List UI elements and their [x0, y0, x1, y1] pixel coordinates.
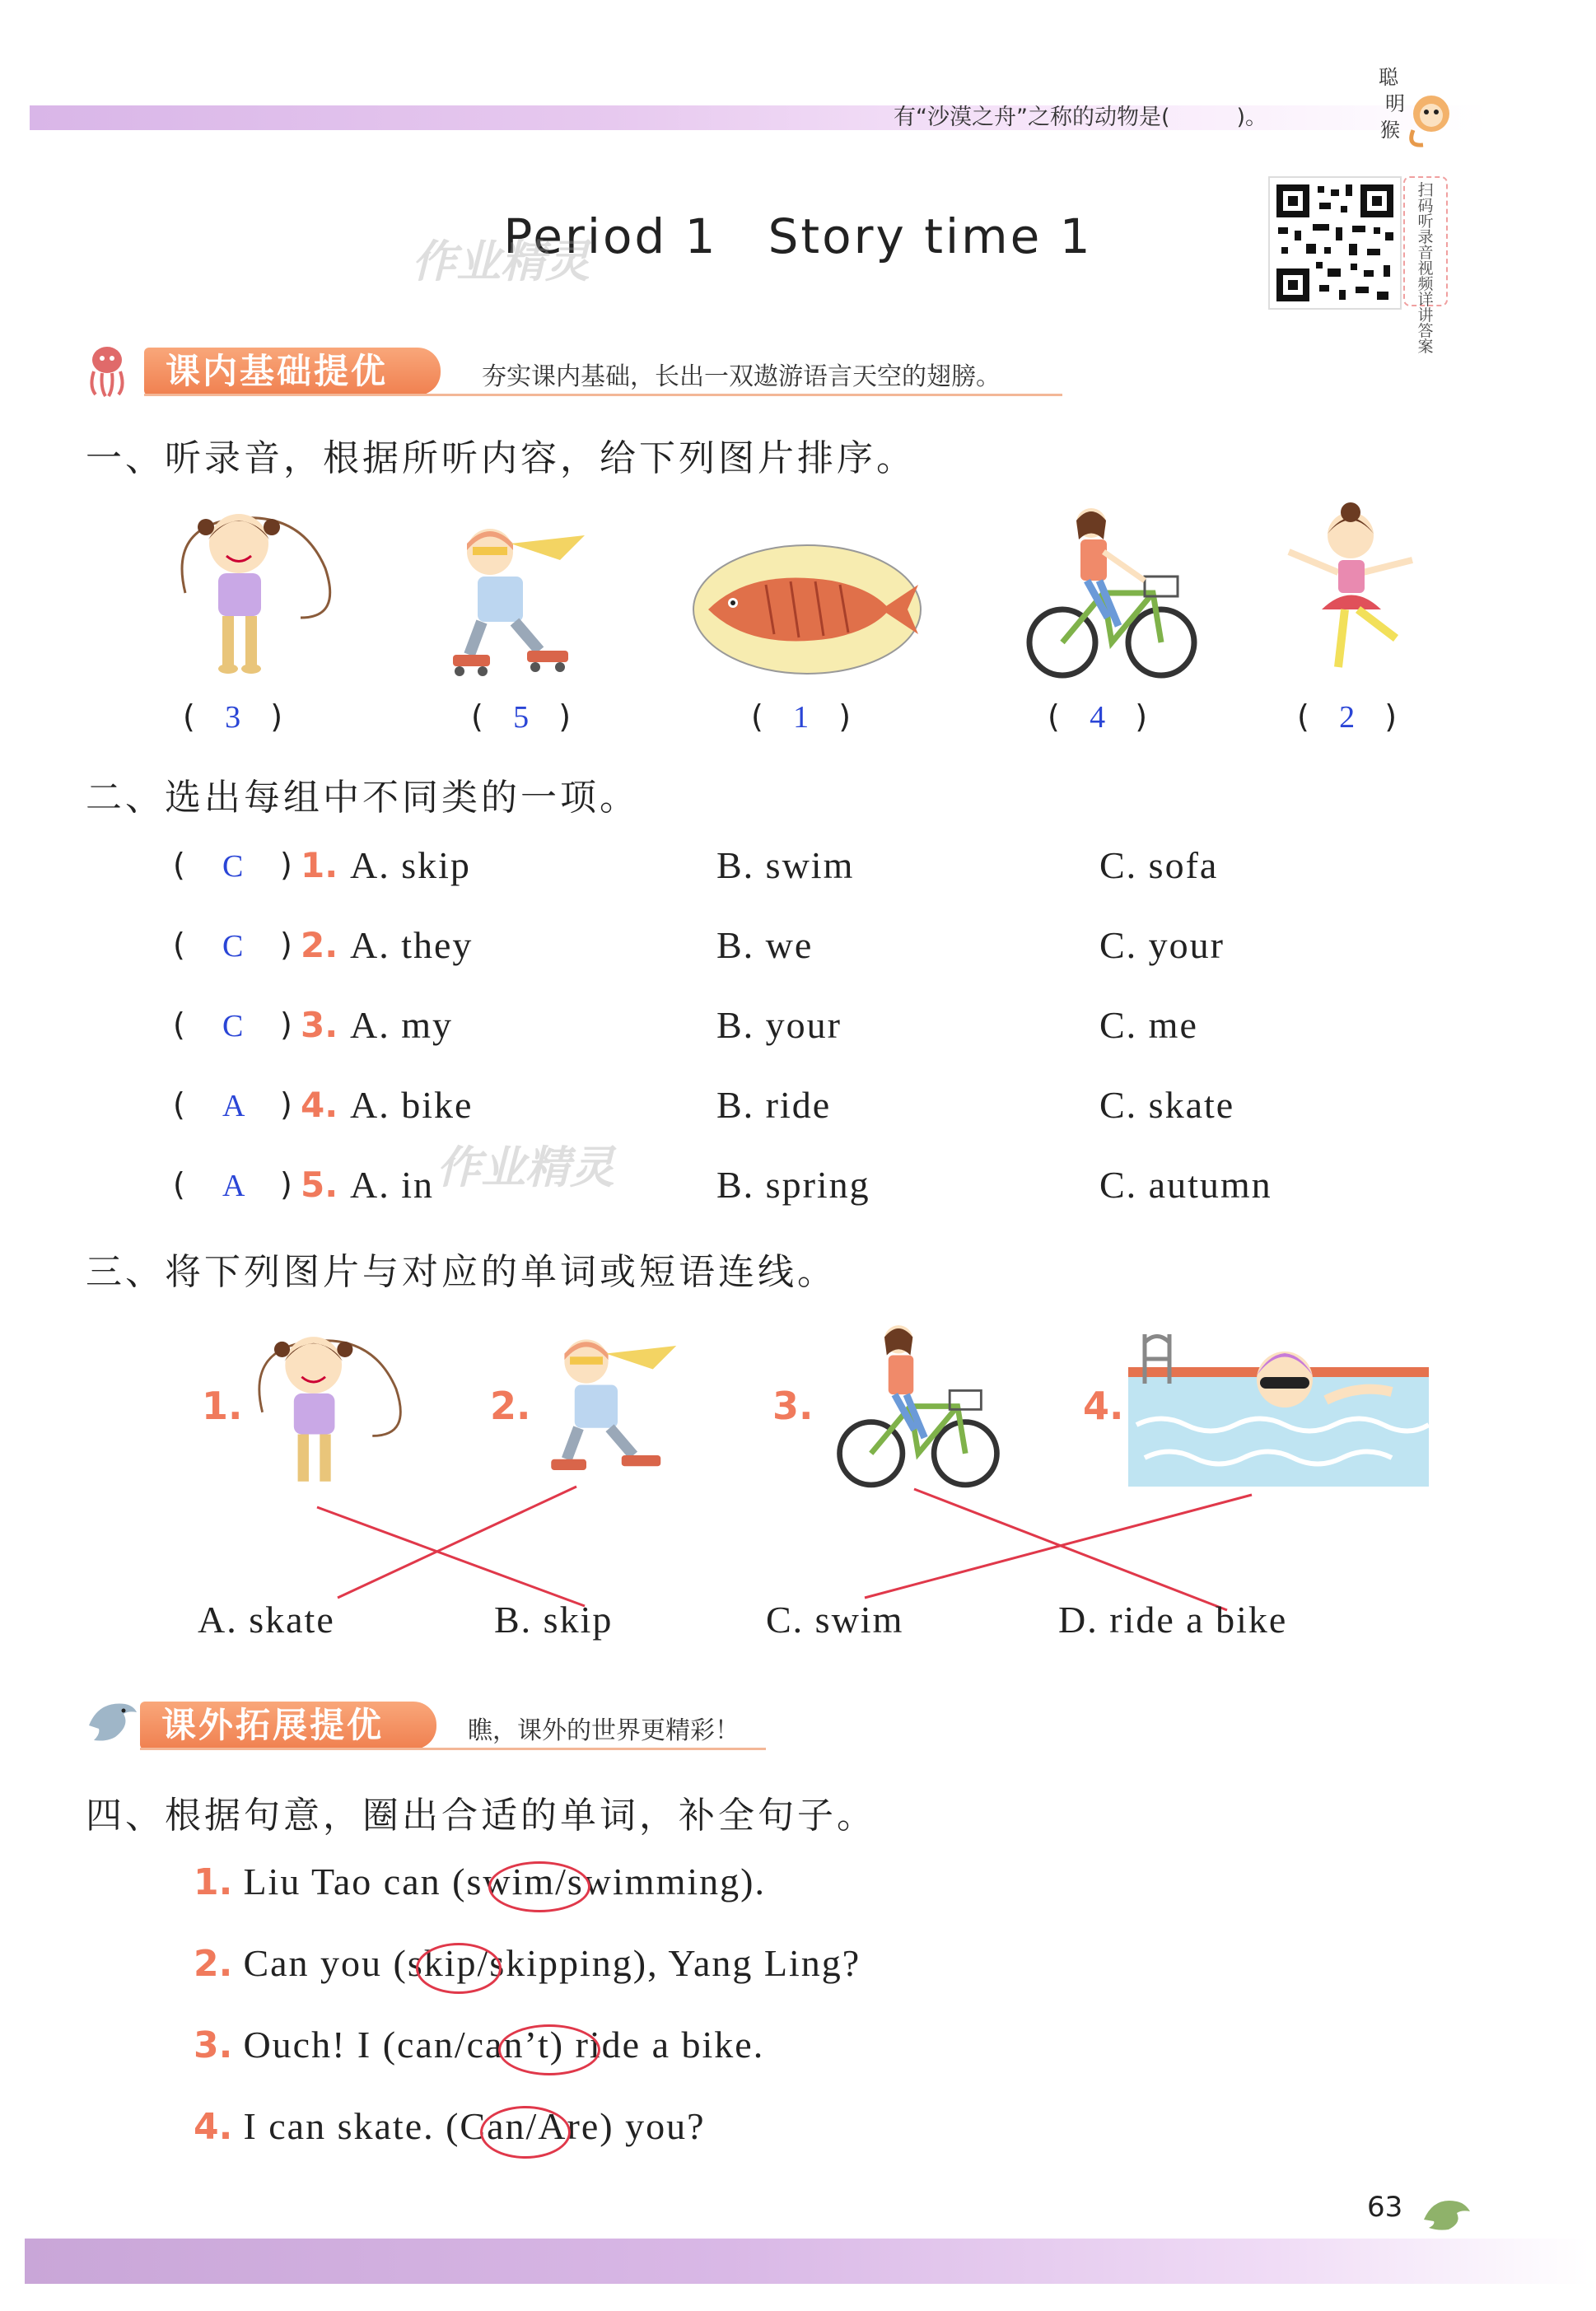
q1-answer-4: ( 4 )	[1048, 698, 1148, 735]
answer-circle-cant	[498, 2024, 600, 2075]
q1-answer-3: ( 1 )	[751, 698, 852, 735]
q2-row-1: ( C ) 1. A. skip B. swim C. sofa	[173, 844, 1219, 886]
answer-circle-skip	[416, 1943, 502, 1994]
q4-sentence-3: 3. Ouch! I (can/can’t) ride a bike.	[194, 2023, 1346, 2072]
watermark-2: 作业精灵	[436, 1141, 614, 1193]
q3-pic-num-1: 1.	[202, 1384, 243, 1428]
q1-answer-2: ( 5 )	[471, 698, 572, 735]
q3-word-c: C. swim	[766, 1599, 904, 1641]
q4-sentence-2: 2. Can you (skip/skipping), Yang Ling?	[194, 1941, 1346, 1991]
watermark: 作业精灵	[412, 236, 590, 287]
q2-row-2: ( C ) 2. A. they B. we C. your	[173, 924, 1225, 966]
svg-text:聪: 聪	[1379, 66, 1398, 89]
match-line-3-D	[914, 1489, 1227, 1610]
q3-word-d: D. ride a bike	[1058, 1599, 1288, 1641]
match-line-1-B	[317, 1507, 585, 1606]
q4-sentence-4: 4. I can skate. (Can/Are) you?	[194, 2104, 1346, 2154]
section-b-banner: 课外拓展提优	[140, 1702, 436, 1749]
q1-answer-5: ( 2 )	[1297, 698, 1398, 735]
q2-heading: 二、选出每组中不同类的一项。	[86, 777, 639, 819]
q3-word-b: B. skip	[494, 1599, 614, 1641]
match-line-2-A	[338, 1487, 576, 1598]
dolphin-footer-icon	[1421, 2187, 1478, 2236]
answer-circle-can	[480, 2106, 571, 2159]
q3-pic-num-2: 2.	[490, 1384, 531, 1428]
qr-caption: 扫码听录音 视频详讲答案	[1403, 176, 1448, 306]
q2-row-3: ( C ) 3. A. my B. your C. me	[173, 1004, 1198, 1046]
q3-heading: 三、将下列图片与对应的单词或短语连线。	[86, 1251, 837, 1293]
q2-row-5: ( A ) 5. A. in B. spring C. autumn	[173, 1164, 1272, 1206]
q3-word-a: A. skate	[198, 1599, 335, 1641]
q3-pic-num-4: 4.	[1083, 1384, 1124, 1428]
page-title: Period 1 Story time 1	[503, 208, 1093, 264]
q3-pic-num-3: 3.	[772, 1384, 814, 1428]
page-number: 63	[1367, 2191, 1403, 2224]
match-line-4-C	[865, 1495, 1252, 1598]
svg-text:明: 明	[1385, 92, 1405, 115]
q1-heading: 一、听录音，根据所听内容，给下列图片排序。	[86, 437, 916, 479]
q1-answer-1: ( 3 )	[183, 698, 283, 735]
section-a-banner: 课内基础提优	[144, 348, 441, 395]
footer-band	[25, 2239, 1589, 2284]
section-a-note: 夯实课内基础，长出一双遨游语言天空的翅膀。	[482, 362, 1001, 391]
svg-text:猴: 猴	[1380, 119, 1400, 142]
q2-row-4: ( A ) 4. A. bike B. ride C. skate	[173, 1084, 1235, 1126]
q4-sentence-1: 1. Liu Tao can (swim/swimming).	[194, 1860, 1346, 1909]
section-b-note: 瞧，课外的世界更精彩！	[468, 1716, 740, 1745]
trivia-text: 有“沙漠之舟”之称的动物是( )。	[894, 105, 1268, 130]
answer-circle-swim	[488, 1861, 590, 1912]
q4-heading: 四、根据句意，圈出合适的单词，补全句子。	[86, 1795, 876, 1837]
dolphin-icon	[82, 1692, 140, 1750]
section-b-underline	[140, 1748, 766, 1750]
